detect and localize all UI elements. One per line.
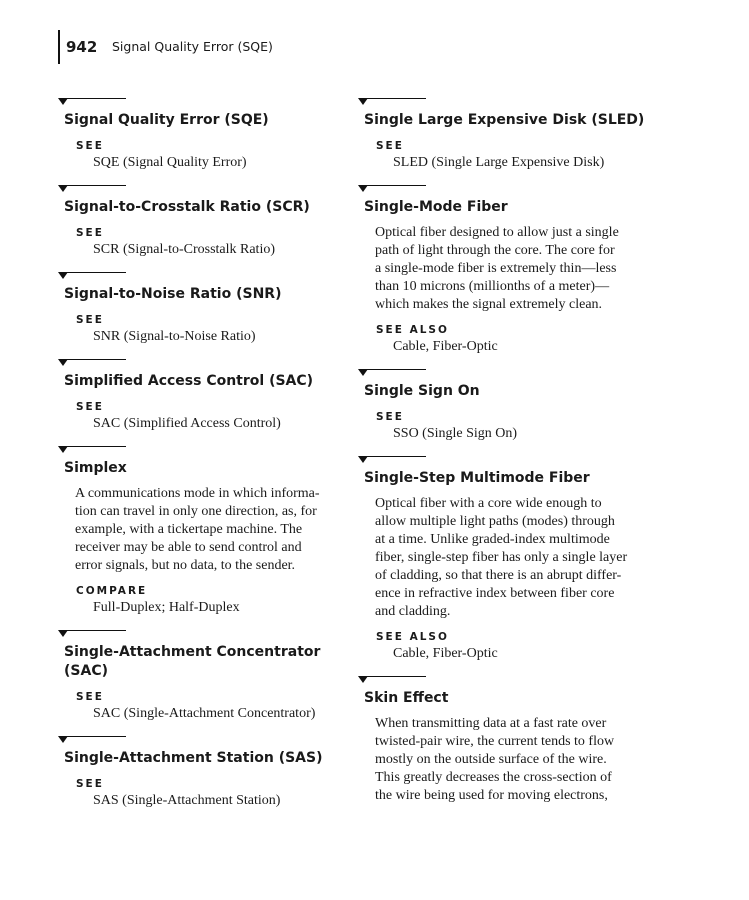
see-label: SEE [76,140,104,152]
header-rule [58,30,60,64]
entry-term: Signal Quality Error (SQE) [64,112,269,128]
see-label: SEE [376,140,404,152]
definition-line: error signals, but no data, to the sender. [75,558,296,573]
definition-line: than 10 microns (millionths of a meter)— [375,279,610,294]
entry-marker-icon [58,446,128,454]
entry-term-line: (SAC) [64,663,108,679]
cross-reference: Full-Duplex; Half-Duplex [93,600,240,615]
running-title: Signal Quality Error (SQE) [112,39,273,54]
definition-line: which makes the signal extremely clean. [375,297,603,312]
entry-marker-icon [58,98,128,106]
glossary-entry [58,98,343,172]
see-also-label: SEE ALSO [376,324,449,336]
entry-marker-icon [358,369,428,377]
glossary-entry [358,456,648,663]
cross-reference: SLED (Single Large Expensive Disk) [393,155,605,170]
entry-term: Single-Mode Fiber [364,199,508,215]
entry-term: Single Large Expensive Disk (SLED) [364,112,645,128]
entry-marker-icon [58,359,128,367]
cross-reference: SAS (Single-Attachment Station) [93,793,281,808]
glossary-entry [358,369,648,443]
entry-marker-icon [58,272,128,280]
entry-term-line: Single-Attachment Concentrator [64,644,321,660]
definition-line: A communications mode in which informa- [75,486,320,501]
compare-label: COMPARE [76,585,148,597]
entry-marker-icon [58,185,128,193]
glossary-entry [58,272,343,346]
entry-term: Single-Step Multimode Fiber [364,470,590,486]
definition-line: Optical fiber with a core wide enough to [375,496,602,511]
definition-line: of cladding, so that there is an abrupt differ- [375,568,622,583]
glossary-entry [58,359,343,433]
entry-marker-icon [358,185,428,193]
definition-line: the wire being used for moving electrons, [375,788,608,803]
cross-reference: SAC (Simplified Access Control) [93,416,281,431]
glossary-entry [58,736,343,810]
see-label: SEE [76,314,104,326]
definition-line: tion can travel in only one direction, as, for [75,504,317,519]
definition-line: When transmitting data at a fast rate over [375,716,607,731]
glossary-entry [358,185,648,356]
entry-term: Simplified Access Control (SAC) [64,373,314,389]
definition-line: and cladding. [375,604,451,619]
entry-marker-icon [358,98,428,106]
right-column [358,98,648,818]
definition-line: twisted-pair wire, the current tends to flow [375,734,615,749]
glossary-entry [58,185,343,259]
definition-line: path of light through the core. The core for [375,243,615,258]
definition-line: receiver may be able to send control and [75,540,302,555]
definition-line: example, with a tickertape machine. The [75,522,303,537]
definition-line: ence in refractive index between fiber core [375,586,615,601]
glossary-entry [358,676,648,805]
cross-reference: SNR (Signal-to-Noise Ratio) [93,329,256,344]
entry-term: Signal-to-Crosstalk Ratio (SCR) [64,199,310,215]
entry-term: Single Sign On [364,383,480,399]
glossary-entry [358,98,648,172]
see-label: SEE [76,401,104,413]
entry-term: Signal-to-Noise Ratio (SNR) [64,286,282,302]
entry-marker-icon [58,630,128,638]
entry-definition [75,485,343,575]
cross-reference: SSO (Single Sign On) [393,426,518,441]
page-number: 942 [66,38,98,56]
cross-reference: Cable, Fiber-Optic [393,646,498,661]
entry-term: Skin Effect [364,690,449,706]
entry-term: Single-Attachment Station (SAS) [64,750,323,766]
definition-line: This greatly decreases the cross-section of [375,770,612,785]
definition-line: fiber, single-step fiber has only a single layer [375,550,628,565]
entry-definition [375,495,648,621]
entry-term [64,643,343,681]
definition-line: allow multiple light paths (modes) through [375,514,615,529]
see-label: SEE [376,411,404,423]
glossary-entry [58,630,343,723]
definition-line: a single-mode fiber is extremely thin—less [375,261,617,276]
cross-reference: SCR (Signal-to-Crosstalk Ratio) [93,242,275,257]
entry-marker-icon [58,736,128,744]
see-label: SEE [76,227,104,239]
entry-definition [375,224,648,314]
entry-term: Simplex [64,460,127,476]
page-header [58,30,273,64]
entry-definition [375,715,648,805]
cross-reference: Cable, Fiber-Optic [393,339,498,354]
entry-marker-icon [358,456,428,464]
glossary-entry [58,446,343,617]
cross-reference: SQE (Signal Quality Error) [93,155,247,170]
definition-line: mostly on the outside surface of the wire. [375,752,607,767]
see-also-label: SEE ALSO [376,631,449,643]
cross-reference: SAC (Single-Attachment Concentrator) [93,706,316,721]
definition-line: at a time. Unlike graded-index multimode [375,532,610,547]
definition-line: Optical fiber designed to allow just a single [375,225,619,240]
see-label: SEE [76,778,104,790]
see-label: SEE [76,691,104,703]
left-column [58,98,343,823]
entry-marker-icon [358,676,428,684]
